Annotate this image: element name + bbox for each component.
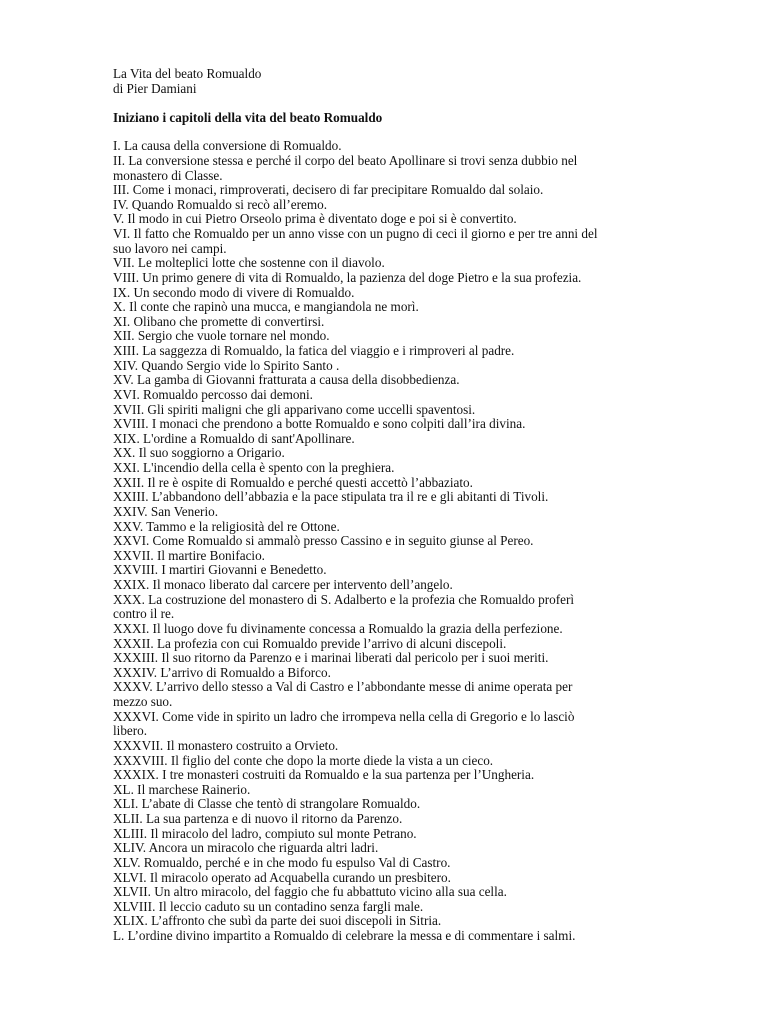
chapter-line: XLIV. Ancora un miracolo che riguarda altri ladri.: [113, 840, 379, 856]
document-page: [113, 67, 753, 944]
chapter-line: XV. La gamba di Giovanni fratturata a causa della disobbedienza.: [113, 372, 460, 388]
chapter-line: L. L’ordine divino impartito a Romualdo di celebrare la messa e di commentare i salmi.: [113, 928, 576, 943]
chapter-item: [113, 651, 753, 666]
chapter-item: [113, 900, 753, 915]
chapter-item: [113, 300, 753, 315]
chapter-line: XXXIX. I tre monasteri costruiti da Romualdo e la sua partenza per l’Ungheria.: [113, 767, 535, 783]
chapter-line: XLV. Romualdo, perché e in che modo fu espulso Val di Castro.: [113, 854, 451, 870]
chapter-item: [113, 359, 753, 374]
chapter-item: [113, 549, 753, 564]
chapter-item: [113, 256, 753, 271]
chapter-item: [113, 432, 753, 447]
chapter-item: [113, 666, 753, 681]
chapter-item: [113, 783, 753, 798]
chapter-line: monastero di Classe.: [113, 167, 223, 183]
chapter-item: [113, 461, 753, 476]
chapter-item: [113, 417, 753, 432]
chapter-line: XLII. La sua partenza e di nuovo il ritorno da Parenzo.: [113, 811, 403, 826]
chapter-item: [113, 183, 753, 198]
chapter-item: [113, 885, 753, 900]
chapter-line: III. Come i monaci, rimproverati, decisero di far precipitare Romualdo dal solaio.: [113, 182, 544, 198]
chapter-item: [113, 476, 753, 491]
chapter-line: suo lavoro nei campi.: [113, 240, 227, 256]
chapter-line: XVI. Romualdo percosso dai demoni.: [113, 386, 313, 402]
document-title: La Vita del beato Romualdo: [113, 66, 262, 81]
chapter-item: [113, 812, 753, 827]
chapter-line: XVII. Gli spiriti maligni che gli apparivano come uccelli spaventosi.: [113, 401, 476, 417]
chapter-line: XXXVII. Il monastero costruito a Orvieto.: [113, 737, 339, 753]
chapter-line: XXX. La costruzione del monastero di S. Adalberto e la profezia che Romualdo proferì: [113, 591, 575, 607]
chapter-line: XXXIII. Il suo ritorno da Parenzo e i marinai liberati dal pericolo per i suoi meriti.: [113, 650, 549, 666]
chapter-item: [113, 856, 753, 871]
chapter-line: XII. Sergio che vuole tornare nel mondo.: [113, 328, 330, 344]
chapter-item: [113, 490, 753, 505]
chapter-line: XXVI. Come Romualdo si ammalò presso Cassino e in seguito giunse al Pereo.: [113, 533, 534, 549]
chapter-item: [113, 534, 753, 549]
chapter-item: [113, 388, 753, 403]
chapter-item: [113, 198, 753, 213]
chapter-item: [113, 754, 753, 769]
chapter-line: XLIX. L’affronto che subì da parte dei suoi discepoli in Sitria.: [113, 913, 442, 929]
document-author: di Pier Damiani: [113, 80, 197, 96]
chapter-item: [113, 271, 753, 286]
chapter-item: [113, 739, 753, 754]
chapter-item: [113, 446, 753, 461]
chapter-item: [113, 710, 753, 739]
chapter-item: [113, 373, 753, 388]
chapter-item: [113, 344, 753, 359]
chapter-line: XXVII. Il martire Bonifacio.: [113, 547, 265, 563]
chapter-item: [113, 315, 753, 330]
chapter-line: XXIX. Il monaco liberato dal carcere per intervento dell’angelo.: [113, 577, 453, 592]
chapter-line: VII. Le molteplici lotte che sostenne con il diavolo.: [113, 255, 385, 271]
chapter-line: XXI. L'incendio della cella è spento con la preghiera.: [113, 460, 395, 475]
chapter-line: XXXV. L’arrivo dello stesso a Val di Castro e l’abbondante messe di anime operata per: [113, 679, 573, 695]
chapter-line: XXXII. La profezia con cui Romualdo previde l’arrivo di alcuni discepoli.: [113, 635, 507, 651]
chapter-line: XVIII. I monaci che prendono a botte Romualdo e sono colpiti dall’ira divina.: [113, 416, 526, 432]
chapter-item: [113, 841, 753, 856]
chapter-line: XXIII. L’abbandono dell’abbazia e la pace stipulata tra il re e gli abitanti di Tivoli.: [113, 489, 549, 505]
chapter-line: libero.: [113, 723, 148, 739]
chapter-item: [113, 329, 753, 344]
chapter-item: [113, 505, 753, 520]
section-heading: Iniziano i capitoli della vita del beato Romualdo: [113, 110, 383, 126]
chapter-line: VI. Il fatto che Romualdo per un anno visse con un pugno di ceci il giorno e per tre anni del: [113, 226, 598, 241]
chapter-line: XLVIII. Il leccio caduto su un contadino senza fargli male.: [113, 898, 424, 914]
chapter-line: XL. Il marchese Rainerio.: [113, 781, 251, 797]
chapter-item: [113, 154, 753, 183]
chapter-item: [113, 797, 753, 812]
chapter-line: II. La conversione stessa e perché il corpo del beato Apollinare si trovi senza dubbio nel: [113, 152, 578, 168]
chapter-line: XIV. Quando Sergio vide lo Spirito Santo .: [113, 357, 340, 373]
chapter-item: [113, 139, 753, 154]
chapter-line: XXXVIII. Il figlio del conte che dopo la morte diede la vista a un cieco.: [113, 752, 494, 768]
chapter-item: [113, 827, 753, 842]
chapter-item: [113, 622, 753, 637]
chapter-line: XXXVI. Come vide in spirito un ladro che irrompeva nella cella di Gregorio e lo lasciò: [113, 708, 575, 724]
chapter-line: XXII. Il re è ospite di Romualdo e perché questi accettò l’abbaziato.: [113, 474, 473, 490]
chapter-item: [113, 212, 753, 227]
chapter-item: [113, 227, 753, 256]
chapter-line: mezzo suo.: [113, 694, 173, 709]
chapter-line: contro il re.: [113, 606, 175, 622]
chapter-item: [113, 563, 753, 578]
chapter-line: XLI. L’abate di Classe che tentò di strangolare Romualdo.: [113, 796, 421, 812]
chapter-line: XXV. Tammo e la religiosità del re Ottone.: [113, 518, 340, 534]
chapter-line: IV. Quando Romualdo si recò all’eremo.: [113, 196, 327, 212]
chapter-line: I. La causa della conversione di Romualdo.: [113, 138, 342, 154]
chapter-line: XXXI. Il luogo dove fu divinamente concessa a Romualdo la grazia della perfezione.: [113, 620, 563, 636]
chapter-line: V. Il modo in cui Pietro Orseolo prima è diventato doge e poi si è convertito.: [113, 211, 517, 227]
chapter-item: [113, 520, 753, 535]
chapter-list: [113, 139, 753, 943]
chapter-item: [113, 403, 753, 418]
chapter-line: XIX. L'ordine a Romualdo di sant'Apollinare.: [113, 430, 355, 446]
chapter-line: XLVII. Un altro miracolo, del faggio che fu abbattuto vicino alla sua cella.: [113, 884, 507, 900]
chapter-line: XI. Olibano che promette di convertirsi.: [113, 313, 325, 329]
chapter-line: XXXIV. L’arrivo di Romualdo a Biforco.: [113, 664, 331, 680]
chapter-line: XLIII. Il miracolo del ladro, compiuto sul monte Petrano.: [113, 825, 417, 841]
chapter-line: XIII. La saggezza di Romualdo, la fatica del viaggio e i rimproveri al padre.: [113, 343, 515, 358]
chapter-item: [113, 593, 753, 622]
chapter-item: [113, 637, 753, 652]
chapter-item: [113, 680, 753, 709]
chapter-item: [113, 768, 753, 783]
chapter-item: [113, 914, 753, 929]
chapter-line: XX. Il suo soggiorno a Origario.: [113, 445, 285, 461]
chapter-line: IX. Un secondo modo di vivere di Romualdo.: [113, 284, 355, 300]
chapter-line: VIII. Un primo genere di vita di Romualdo, la pazienza del doge Pietro e la sua profezia.: [113, 269, 582, 285]
chapter-item: [113, 871, 753, 886]
chapter-item: [113, 578, 753, 593]
chapter-line: XLVI. Il miracolo operato ad Acquabella curando un presbitero.: [113, 869, 451, 885]
chapter-line: XXIV. San Venerio.: [113, 503, 219, 519]
chapter-line: XXVIII. I martiri Giovanni e Benedetto.: [113, 562, 327, 578]
chapter-item: [113, 929, 753, 944]
chapter-line: X. Il conte che rapinò una mucca, e mangiandola ne morì.: [113, 299, 419, 315]
chapter-item: [113, 286, 753, 301]
